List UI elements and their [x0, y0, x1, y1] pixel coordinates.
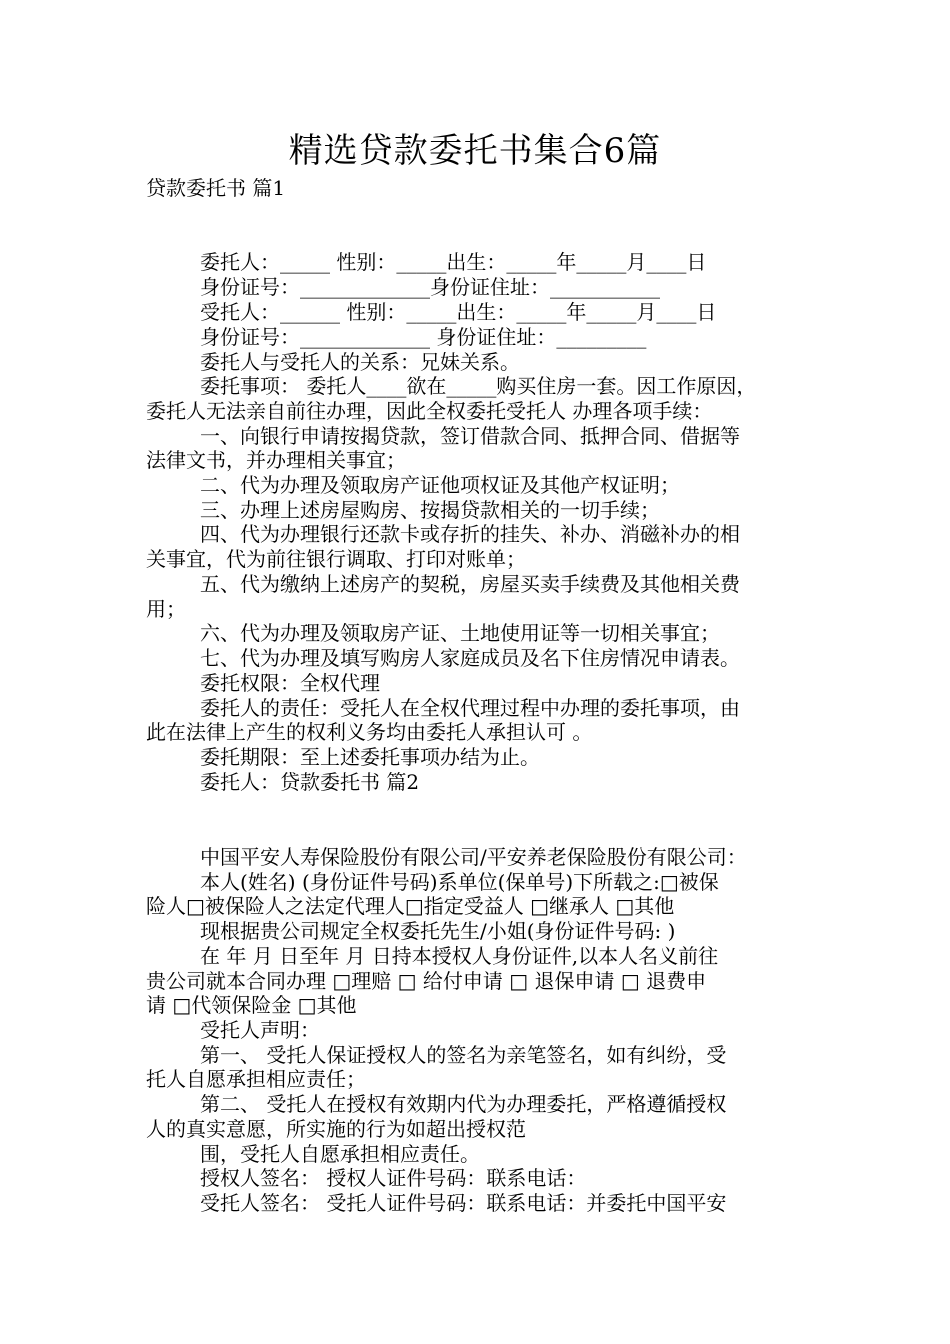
document-line: 现根据贵公司规定全权委托先生/小姐(身份证件号码: ): [200, 919, 676, 943]
document-line: 中国平安人寿保险股份有限公司/平安养老保险股份有限公司：: [200, 845, 747, 869]
page-title: 精选贷款委托书集合6篇: [288, 131, 662, 171]
document-line: 受托人签名： 受托人证件号码：联系电话：并委托中国平安: [200, 1191, 727, 1215]
document-line: 委托权限：全权代理: [200, 671, 380, 695]
document-line: 一、向银行申请按揭贷款，签订借款合同、抵押合同、借据等: [200, 424, 740, 448]
document-line: 委托人：_____ 性别：_____出生：_____年_____月____日: [200, 250, 707, 274]
document-line: 受托人：______ 性别：_____出生：_____年_____月____日: [200, 300, 717, 324]
document-line: 托人自愿承担相应责任；: [146, 1067, 366, 1091]
document-line: 在 年 月 日至年 月 日持本授权人身份证件,以本人名义前往: [200, 944, 719, 968]
document-line: 身份证号：_____________ 身份证住址：_________: [200, 325, 647, 349]
document-line: 险人□被保险人之法定代理人□指定受益人 □继承人 □其他: [146, 894, 675, 918]
document-line: 第二、 受托人在授权有效期内代为办理委托，严格遵循授权: [200, 1092, 727, 1116]
document-line: 围，受托人自愿承担相应责任。: [200, 1142, 480, 1166]
document-line: 贵公司就本合同办理 □理赔 □ 给付申请 □ 退保申请 □ 退费申: [146, 969, 707, 993]
document-line: 此在法律上产生的权利义务均由委托人承担认可 。: [146, 720, 593, 744]
document-line: 七、代为办理及填写购房人家庭成员及名下住房情况申请表。: [200, 646, 740, 670]
document-line: 关事宜，代为前往银行调取、打印对账单；: [146, 547, 526, 571]
section-heading: 贷款委托书 篇1: [146, 176, 286, 200]
document-line: 三、办理上述房屋购房、按揭贷款相关的一切手续；: [200, 498, 660, 522]
document-line: 本人(姓名) (身份证件号码)系单位(保单号)下所载之:□被保: [200, 870, 719, 894]
document-line: 委托人无法亲自前往办理，因此全权委托受托人 办理各项手续：: [146, 399, 713, 423]
document-line: 二、代为办理及领取房产证他项权证及其他产权证明；: [200, 473, 680, 497]
document-line: 人的真实意愿，所实施的行为如超出授权范: [146, 1117, 526, 1141]
document-line: 授权人签名： 授权人证件号码：联系电话：: [200, 1166, 587, 1190]
document-line: 委托期限：至上述委托事项办结为止。: [200, 745, 540, 769]
document-line: 第一、 受托人保证授权人的签名为亲笔签名，如有纠纷，受: [200, 1043, 727, 1067]
document-line: 四、代为办理银行还款卡或存折的挂失、补办、消磁补办的相: [200, 522, 740, 546]
document-line: 委托人的责任：受托人在全权代理过程中办理的委托事项，由: [200, 696, 740, 720]
document-line: 委托人与受托人的关系：兄妹关系。: [200, 350, 520, 374]
document-line: 身份证号：_____________身份证住址：___________: [200, 275, 660, 299]
document-line: 用；: [146, 597, 186, 621]
document-line: 受托人声明：: [200, 1018, 320, 1042]
document-line: 六、代为办理及领取房产证、土地使用证等一切相关事宜；: [200, 621, 720, 645]
document-line: 五、代为缴纳上述房产的契税，房屋买卖手续费及其他相关费: [200, 572, 740, 596]
document-line: 委托人：贷款委托书 篇2: [200, 770, 420, 794]
document-line: 法律文书，并办理相关事宜；: [146, 448, 406, 472]
document-line: 请 □代领保险金 □其他: [146, 993, 357, 1017]
document-line: 委托事项： 委托人____欲在_____购买住房一套。因工作原因，: [200, 374, 757, 398]
